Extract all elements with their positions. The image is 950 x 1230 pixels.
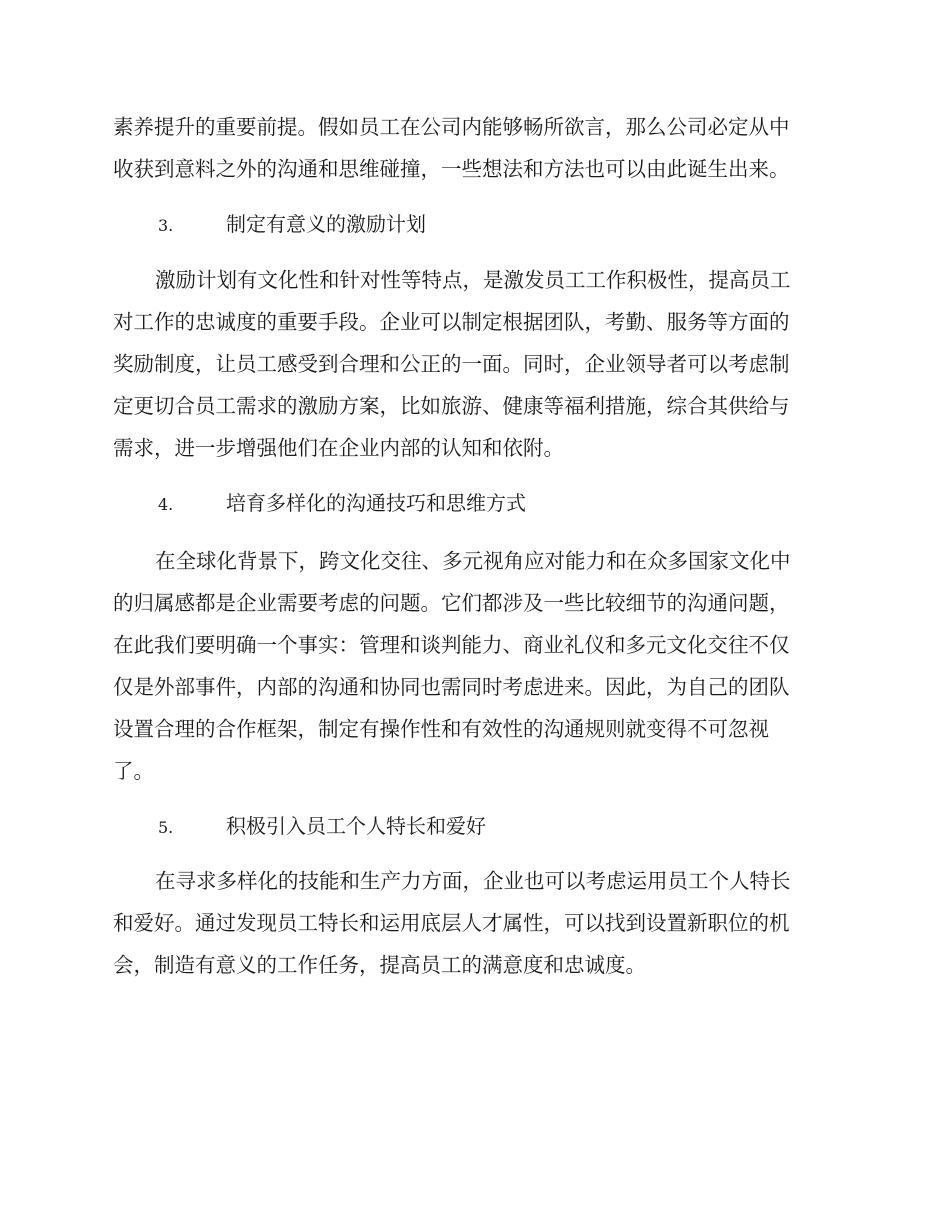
section-3-heading (158, 209, 426, 241)
paragraph-line: 收获到意料之外的沟通和思维碰撞，一些想法和方法也可以由此诞生出来。 (113, 157, 790, 181)
section-title: 积极引入员工个人特长和爱好 (226, 814, 486, 838)
paragraph-line: 在此我们要明确一个事实：管理和谈判能力、商业礼仪和多元文化交往不仅 (113, 633, 790, 657)
section-title: 培育多样化的沟通技巧和思维方式 (226, 491, 526, 515)
section-title: 制定有意义的激励计划 (226, 212, 426, 236)
paragraph-line: 激励计划有文化性和针对性等特点，是激发员工工作积极性，提高员工 (155, 268, 791, 292)
intro-paragraph (113, 106, 833, 190)
section-number: 4. (158, 495, 174, 514)
paragraph-line: 在寻求多样化的技能和生产力方面，企业也可以考虑运用员工个人特长 (155, 869, 791, 893)
paragraph-line: 会，制造有意义的工作任务，提高员工的满意度和忠诚度。 (113, 953, 646, 977)
paragraph-line: 素养提升的重要前提。假如员工在公司内能够畅所欲言，那么公司必定从中 (113, 115, 790, 139)
paragraph-line: 奖励制度，让员工感受到合理和公正的一面。同时，企业领导者可以考虑制 (113, 352, 790, 376)
paragraph-line: 对工作的忠诚度的重要手段。企业可以制定根据团队，考勤、服务等方面的 (113, 310, 790, 334)
paragraph-line: 需求，进一步增强他们在企业内部的认知和依附。 (113, 436, 564, 460)
paragraph-line: 设置合理的合作框架，制定有操作性和有效性的沟通规则就变得不可忽视 (113, 717, 769, 741)
paragraph-line: 的归属感都是企业需要考虑的问题。它们都涉及一些比较细节的沟通问题， (113, 591, 790, 615)
section-number: 3. (158, 216, 174, 235)
section-5-heading (158, 811, 486, 843)
paragraph-line: 在全球化背景下，跨文化交往、多元视角应对能力和在众多国家文化中 (155, 549, 791, 573)
section-number: 5. (158, 818, 174, 837)
section-4-body (113, 540, 833, 792)
paragraph-line: 仅是外部事件，内部的沟通和协同也需同时考虑进来。因此，为自己的团队 (113, 675, 790, 699)
section-5-body (113, 860, 833, 986)
paragraph-line: 定更切合员工需求的激励方案，比如旅游、健康等福利措施，综合其供给与 (113, 394, 790, 418)
section-3-body (113, 259, 833, 469)
paragraph-line: 和爱好。通过发现员工特长和运用底层人才属性，可以找到设置新职位的机 (113, 911, 790, 935)
paragraph-line: 了。 (113, 759, 154, 783)
section-4-heading (158, 488, 526, 520)
